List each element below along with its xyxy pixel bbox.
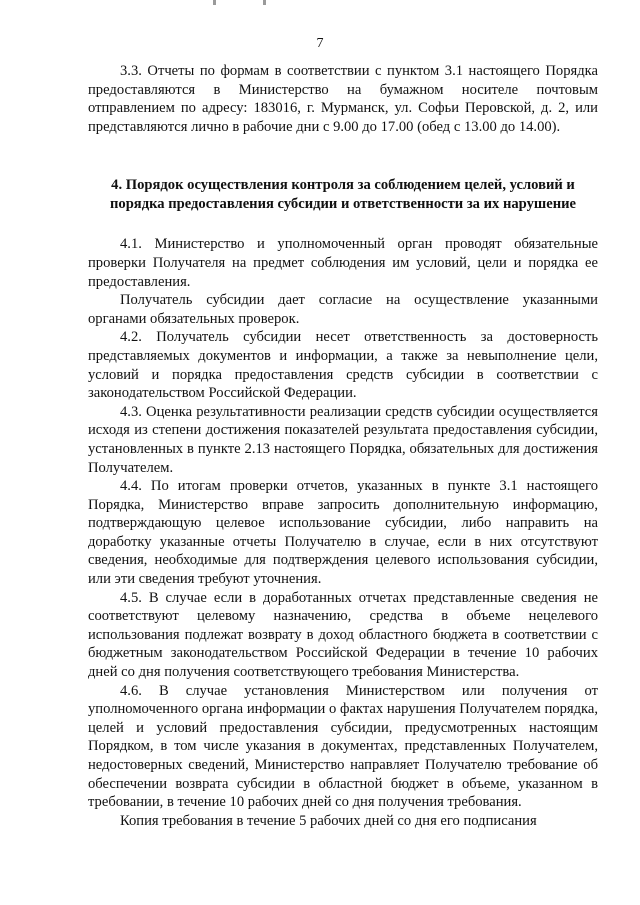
paragraph-4-1: 4.1. Министерство и уполномоченный орган проводят обязательные проверки Получателя на предмет соблюдения им условий, цели и порядка ее предоставления. — [88, 236, 598, 290]
paragraph-4-2: 4.2. Получатель субсидии несет ответственность за достоверность представляемых документов и информации, а также за невыполнение цели, условий и порядка предоставления средств субсидии в соответствии с законодательством Российской Федерации. — [88, 329, 598, 402]
paragraph-4-3: 4.3. Оценка результативности реализации средств субсидии осуществляется исходя из степени достижения показателей результата предоставления субсидии, установленных в пункте 2.13 настоящего Порядка, обязательных для достижения Получателем. — [88, 403, 598, 476]
page-number: 7 — [316, 36, 324, 51]
section-heading: 4. Порядок осуществления контроля за соблюдением целей, условий и порядка предоставления субсидии и ответственности за их нарушение — [109, 177, 577, 213]
paragraph-copy-requirement: Копия требования в течение 5 рабочих дней со дня его подписания — [120, 812, 537, 829]
paragraph-3-3: 3.3. Отчеты по формам в соответствии с пунктом 3.1 настоящего Порядка предоставляются в Министерство на бумажном носителе почтовым отправлением по адресу: 183016, г. Мурманск, ул. Софьи Перовской, д. 2, или представляются лично в рабочие дни с 9.00 до 17.00 (обед с 13.00 до 14.00). — [88, 63, 598, 135]
document-body — [88, 62, 598, 830]
scan-mark — [213, 0, 216, 5]
scan-mark — [263, 0, 266, 5]
paragraph-4-4: 4.4. По итогам проверки отчетов, указанных в пункте 3.1 настоящего Порядка, Министерство вправе запросить дополнительную информацию, подтверждающую целевое использование субсидии, либо направить на доработку указанные отчеты Получателю в случае, если в них отсутствуют сведения, необходимые для подтверждения целевого использования субсидии, или эти сведения требуют уточнения. — [88, 478, 598, 588]
paragraph-consent: Получатель субсидии дает согласие на осуществление указанными органами обязательных проверок. — [88, 292, 598, 327]
paragraph-4-5: 4.5. В случае если в доработанных отчетах представленные сведения не соответствуют целевому назначению, средства в объеме нецелевого использования подлежат возврату в доход областного бюджета в соответствии с бюджетным законодательством Российской Федерации в течение 10 рабочих дней со дня получения соответствующего требования Министерства. — [88, 589, 598, 681]
paragraph-4-6: 4.6. В случае установления Министерством или получения от уполномоченного органа информации о фактах нарушения Получателем порядка, целей и условий предоставления субсидии, предусмотренных настоящим Порядком, в том числе указания в документах, представленных Получателем, недостоверных сведений, Министерство направляет Получателю требование об обеспечении возврата субсидии в областной бюджет в объеме, указанном в требовании, в течение 10 рабочих дней со дня получения требования. — [88, 682, 598, 811]
